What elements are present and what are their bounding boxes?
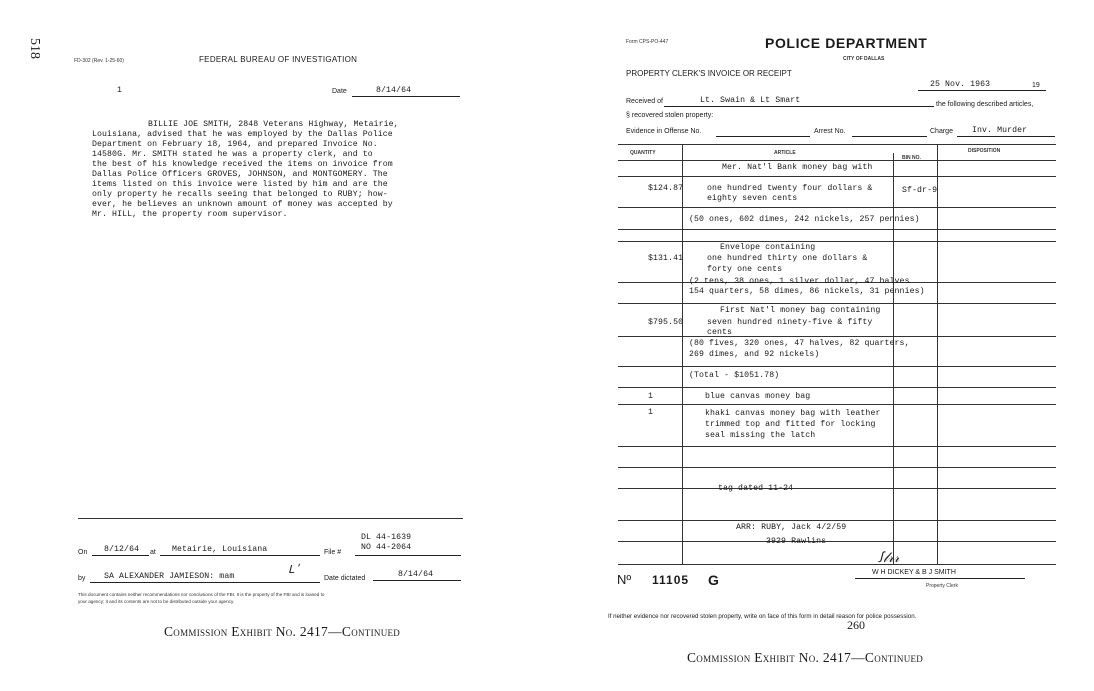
body-line: items listed on this invoice were listed by him and are the xyxy=(92,180,388,189)
article-line: Mer. Nat'l Bank money bag with xyxy=(722,163,873,172)
article-line: one hundred thirty one dollars & xyxy=(707,254,868,263)
by-label: by xyxy=(78,575,86,582)
charge-label: Charge xyxy=(930,128,953,135)
quantity-cell: 1 xyxy=(648,408,654,417)
on-label: On xyxy=(78,549,88,556)
left-page-number: 518 xyxy=(27,38,42,59)
body-line: Department on February 18, 1964, and prepared Invoice No. xyxy=(92,140,378,149)
article-line: one hundred twenty four dollars & xyxy=(707,184,873,193)
article-line: 269 dimes, and 92 nickels) xyxy=(689,350,820,359)
article-line: seven hundred ninety-five & fifty xyxy=(707,318,873,327)
body-line: the best of his knowledge received the items on invoice from xyxy=(92,160,393,169)
recovered-label: § recovered stolen property: xyxy=(626,112,714,119)
invoice-number-label: Nº xyxy=(617,572,632,587)
disclaimer-line: your agency; it and its contents are not to be distributed outside your agency. xyxy=(78,599,235,604)
agency-title: FEDERAL BUREAU OF INVESTIGATION xyxy=(199,55,358,64)
received-suffix: the following described articles, xyxy=(936,101,1034,108)
bin-cell: Sf-dr-9 xyxy=(902,186,938,195)
form-code: FD-302 (Rev. 1-25-60) xyxy=(74,58,124,64)
body-line: 14580G. Mr. SMITH stated he was a property clerk, and to xyxy=(92,150,373,159)
article-line: blue canvas money bag xyxy=(705,392,811,401)
body-line: Dallas Police Officers GROVES, JOHNSON, and MONTGOMERY. The xyxy=(92,170,388,179)
report-date: 8/14/64 xyxy=(376,86,412,95)
article-line: (50 ones, 602 dimes, 242 nickels, 257 pennies) xyxy=(689,215,920,224)
quantity-cell: $795.50 xyxy=(648,318,684,327)
page-index: 1 xyxy=(117,86,123,95)
right-page-number: 260 xyxy=(847,618,865,632)
file-number: DL 44-1639 xyxy=(361,533,412,542)
column-header-article: ARTICLE xyxy=(774,150,796,156)
left-exhibit-caption: Commission Exhibit No. 2417—Continued xyxy=(164,624,401,639)
interview-location: Metairie, Louisiana xyxy=(172,545,268,554)
invoice-date: 25 Nov. 1963 xyxy=(930,80,991,89)
body-line: Louisiana, advised that he was employed by the Dallas Police xyxy=(92,130,393,139)
article-line: (Total - $1051.78) xyxy=(689,371,780,380)
column-header-quantity: QUANTITY xyxy=(630,150,656,156)
clerk-names: W H DICKEY & B J SMITH xyxy=(872,569,956,576)
at-label: at xyxy=(150,549,156,556)
file-label: File # xyxy=(324,549,342,556)
article-line: Envelope containing xyxy=(720,243,816,252)
quantity-cell: $131.41 xyxy=(648,254,684,263)
article-line: trimmed top and fitted for locking xyxy=(705,420,876,429)
article-line: First Nat'l money bag containing xyxy=(720,306,881,315)
received-of-label: Received of xyxy=(626,98,663,105)
body-line: BILLIE JOE SMITH, 2848 Veterans Highway, Metairie, xyxy=(148,120,399,129)
body-line: only property he recalls seeing that belonged to RUBY; how- xyxy=(92,190,388,199)
file-number: NO 44-2064 xyxy=(361,543,412,552)
arrest-label: Arrest No. xyxy=(814,128,846,135)
interview-date: 8/12/64 xyxy=(104,545,140,554)
tag-note: tag dated 11-24 xyxy=(718,484,794,493)
article-line: cents xyxy=(707,328,733,337)
charge-value: Inv. Murder xyxy=(972,126,1028,135)
invoice-letter: G xyxy=(708,572,719,588)
date-dictated-label: Date dictated xyxy=(324,575,366,582)
invoice-subtitle: PROPERTY CLERK'S INVOICE OR RECEIPT xyxy=(626,69,792,78)
year-suffix: 19 xyxy=(1032,82,1040,89)
article-line: khaki canvas money bag with leather xyxy=(705,409,881,418)
police-title: POLICE DEPARTMENT xyxy=(765,35,928,51)
article-line: (2 tens, 38 ones, 1 silver dollar, 47 halves xyxy=(689,277,910,286)
clerk-signature: ꭍ𝓁𝓇𝓇 xyxy=(878,550,900,566)
initials-mark: ᒪ ʹ xyxy=(288,563,301,576)
evidence-label: Evidence in Offense No. xyxy=(626,128,702,135)
address-note: 3929 Rawlins xyxy=(766,537,827,546)
column-header-disposition: DISPOSITION xyxy=(968,148,1001,154)
quantity-cell: 1 xyxy=(648,392,654,401)
received-of-value: Lt. Swain & Lt Smart xyxy=(700,96,801,105)
body-line: ever, he believes an unknown amount of money was accepted by xyxy=(92,200,393,209)
article-line: 154 quarters, 58 dimes, 86 nickels, 31 pennies) xyxy=(689,287,925,296)
date-label: Date xyxy=(332,88,347,95)
body-line: Mr. HILL, the property room supervisor. xyxy=(92,210,288,219)
column-header-bin: BIN NO. xyxy=(902,155,921,161)
article-line: (80 fives, 320 ones, 47 halves, 82 quarters, xyxy=(689,339,910,348)
invoice-number: 11105 xyxy=(652,573,690,587)
agent-name: SA ALEXANDER JAMIESON: mam xyxy=(104,572,235,581)
city-label: CITY OF DALLAS xyxy=(843,56,885,62)
arrest-note: ARR: RUBY, Jack 4/2/59 xyxy=(736,523,847,532)
footer-note: If neither evidence nor recovered stolen property, write on face of this form in detail reason for police possession. xyxy=(608,613,917,620)
right-exhibit-caption: Commission Exhibit No. 2417—Continued xyxy=(687,650,924,665)
quantity-cell: $124.87 xyxy=(648,184,684,193)
police-form-code: Form CPS-PO-447 xyxy=(626,39,669,45)
clerk-title: Property Clerk xyxy=(926,583,958,589)
date-dictated: 8/14/64 xyxy=(398,570,434,579)
article-line: forty one cents xyxy=(707,265,783,274)
article-line: seal missing the latch xyxy=(705,431,816,440)
article-line: eighty seven cents xyxy=(707,194,798,203)
disclaimer-line: This document contains neither recommendations nor conclusions of the FBI. It is the property of the FBI and is loaned to xyxy=(78,592,325,597)
